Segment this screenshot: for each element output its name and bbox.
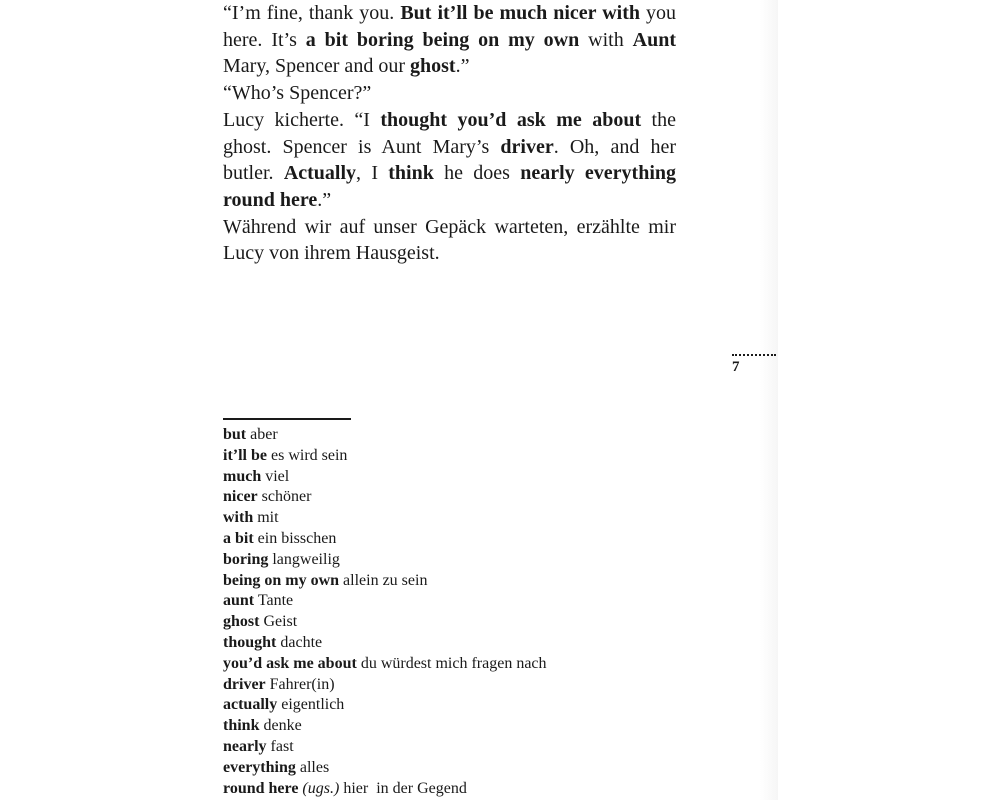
glossary-entry <box>223 508 743 529</box>
glossary-translation: aber <box>250 426 278 443</box>
glossary-entry <box>223 737 743 758</box>
story-text-run: .” <box>455 55 470 78</box>
story-text <box>223 0 676 267</box>
story-text-run: “I’m fine, thank you. <box>223 2 401 24</box>
glossary-entry <box>223 695 743 716</box>
story-text-run: with <box>579 28 633 51</box>
story-text-run: . Oh, and her butler. <box>223 135 676 185</box>
vocabulary-highlight: thought you’d ask me about <box>380 108 642 131</box>
glossary-term: nearly <box>223 737 267 755</box>
glossary-translation: es wird sein <box>271 446 348 464</box>
story-text-run: Mary, Spencer and our <box>223 55 410 78</box>
glossary-term: it’ll be <box>223 446 267 464</box>
vocabulary-highlight: Aunt <box>632 28 676 51</box>
page-number: 7 <box>732 359 740 375</box>
glossary-entry <box>223 779 743 800</box>
story-paragraph <box>223 80 676 107</box>
vocabulary-highlight: think <box>388 162 434 185</box>
page-number-marker <box>732 354 778 376</box>
glossary-term: boring <box>223 550 269 568</box>
glossary-term: a bit <box>223 529 254 547</box>
glossary-term: actually <box>223 696 278 714</box>
vocabulary-highlight: a bit boring being on my own <box>305 28 580 51</box>
glossary-term: ghost <box>223 613 260 631</box>
glossary-translation: Fahrer(in) <box>269 675 335 693</box>
glossary-translation: hier in der Gegend <box>343 779 467 797</box>
glossary-term: round here <box>223 779 299 797</box>
glossary-term: with <box>223 509 254 527</box>
glossary-entry <box>223 467 743 488</box>
glossary-translation: Tante <box>257 592 294 610</box>
glossary-translation: alles <box>299 758 330 776</box>
glossary-entry <box>223 487 743 508</box>
glossary-entry <box>223 591 743 612</box>
glossary-translation: du würdest mich fragen nach <box>360 654 547 672</box>
glossary-translation: denke <box>263 717 302 735</box>
glossary-term: but <box>223 426 247 443</box>
glossary-translation: eigentlich <box>281 696 345 714</box>
glossary-term: you’d ask me about <box>223 654 357 672</box>
glossary-entry <box>223 571 743 592</box>
glossary-term: much <box>223 467 262 485</box>
glossary-entry <box>223 550 743 571</box>
glossary-translation: fast <box>270 737 294 755</box>
glossary-translation: Geist <box>263 613 298 631</box>
story-paragraph <box>223 107 676 214</box>
glossary-term: nicer <box>223 488 258 506</box>
glossary-translation: dachte <box>280 633 323 651</box>
footnote-divider <box>223 418 351 420</box>
glossary-entry <box>223 716 743 737</box>
glossary-translation: allein zu sein <box>343 571 428 589</box>
glossary-entry <box>223 675 743 696</box>
glossary-entry <box>223 758 743 779</box>
story-text-run: “Who’s Spencer?” <box>223 82 372 105</box>
glossary-translation: mit <box>257 509 279 527</box>
story-text-run: Lucy kicherte. “I <box>223 108 381 131</box>
story-text-run: , I <box>356 162 389 185</box>
glossary-translation: ein bisschen <box>257 529 337 547</box>
page-edge-shade <box>760 0 778 800</box>
story-text-run: Während wir auf unser Gepäck warteten, erzählte mir Lucy von ihrem Hausgeist. <box>223 215 676 265</box>
glossary-term: everything <box>223 758 296 776</box>
glossary-translation: viel <box>265 467 290 485</box>
glossary-entry <box>223 425 743 446</box>
glossary-term: driver <box>223 675 266 693</box>
glossary-entry <box>223 612 743 633</box>
glossary-entry <box>223 633 743 654</box>
vocabulary-highlight: ghost <box>409 55 456 78</box>
story-text-run: .” <box>317 188 332 211</box>
glossary-term: being on my own <box>223 571 340 589</box>
glossary-translation: langweilig <box>272 550 340 568</box>
vocabulary-highlight: Actually <box>283 162 357 185</box>
vocabulary-highlight: But it’ll be much nicer with <box>400 2 640 24</box>
story-text-run: the ghost. Spencer is Aunt Mary’s <box>223 108 676 158</box>
glossary-entry <box>223 446 743 467</box>
glossary-term: think <box>223 717 260 735</box>
page-number-dots <box>732 354 776 356</box>
story-text-run: he does <box>433 162 521 185</box>
story-paragraph <box>223 0 676 80</box>
glossary-term: thought <box>223 633 277 651</box>
glossary-usage-note: (ugs.) <box>302 779 340 797</box>
vocabulary-highlight: nearly everything round here <box>223 162 677 211</box>
story-text-run: you here. It’s <box>223 2 676 51</box>
vocabulary-highlight: driver <box>500 135 554 158</box>
glossary-term: aunt <box>223 592 255 610</box>
story-paragraph <box>223 214 676 267</box>
glossary-translation: schöner <box>261 488 312 506</box>
vocabulary-glossary <box>223 425 743 799</box>
glossary-entry <box>223 529 743 550</box>
glossary-entry <box>223 654 743 675</box>
